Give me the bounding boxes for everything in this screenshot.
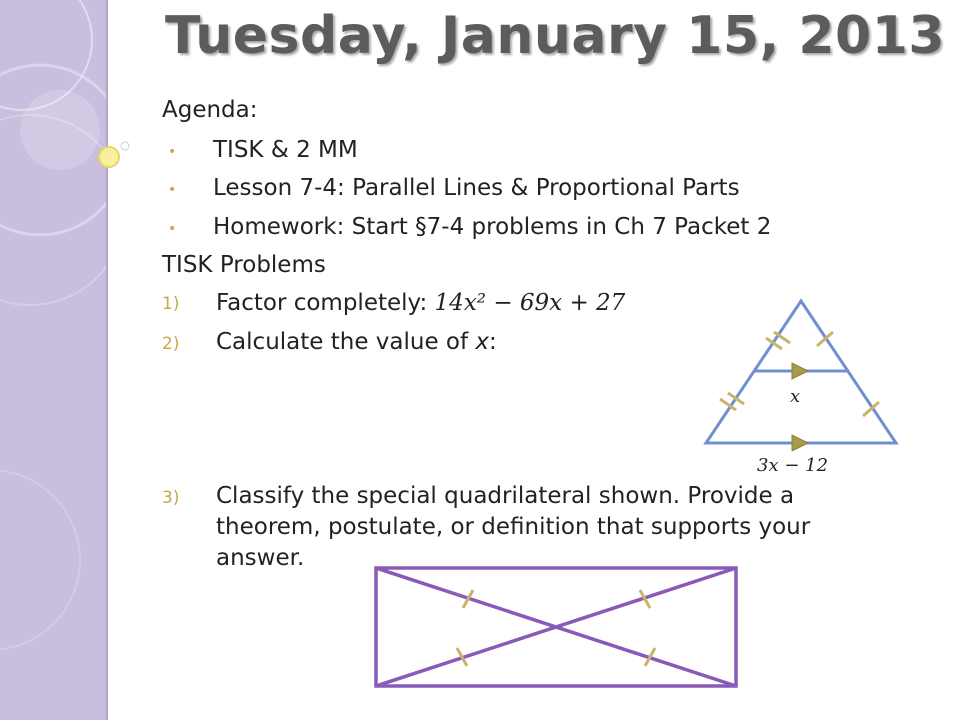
- agenda-item-2: Lesson 7-4: Parallel Lines & Proportional Parts: [213, 175, 740, 201]
- triangle-diagram: [700, 296, 905, 451]
- problem-2: [216, 329, 497, 355]
- problem-1-number: 1): [162, 294, 180, 314]
- bullet-icon: •: [168, 182, 177, 198]
- problem-2-text: Calculate the value of: [216, 329, 476, 355]
- midsegment-label: x: [790, 386, 801, 407]
- parallel-arrow-icon: [792, 363, 808, 379]
- problem-2-number: 2): [162, 334, 180, 354]
- agenda-heading: Agenda:: [162, 97, 258, 123]
- base-label: 3x − 12: [757, 455, 829, 476]
- page-title: Tuesday, January 15, 2013: [165, 6, 946, 66]
- problem-1: [216, 290, 625, 316]
- bullet-icon: •: [168, 144, 177, 160]
- sidebar-decoration: [0, 0, 108, 720]
- problem-3-line-2: theorem, postulate, or definition that supports your: [216, 514, 811, 540]
- tisk-heading: TISK Problems: [162, 252, 326, 278]
- problem-3-line-3: answer.: [216, 545, 305, 571]
- problem-1-expression: 14x² − 69x + 27: [434, 290, 626, 316]
- problem-2-variable: x: [475, 329, 490, 355]
- parallel-arrow-icon: [792, 435, 808, 451]
- problem-3-number: 3): [162, 488, 180, 508]
- problem-3-line-1: Classify the special quadrilateral shown. Provide a: [216, 483, 795, 509]
- agenda-item-1: TISK & 2 MM: [213, 137, 358, 163]
- bullet-icon: •: [168, 221, 177, 237]
- problem-1-text: Factor completely:: [216, 290, 435, 316]
- rectangle-diagram: [372, 564, 742, 690]
- decorative-circles: [0, 0, 108, 720]
- agenda-item-3: Homework: Start §7-4 problems in Ch 7 Packet 2: [213, 214, 772, 240]
- problem-2-suffix: :: [489, 329, 497, 355]
- sidebar-orb-icon: [94, 138, 134, 178]
